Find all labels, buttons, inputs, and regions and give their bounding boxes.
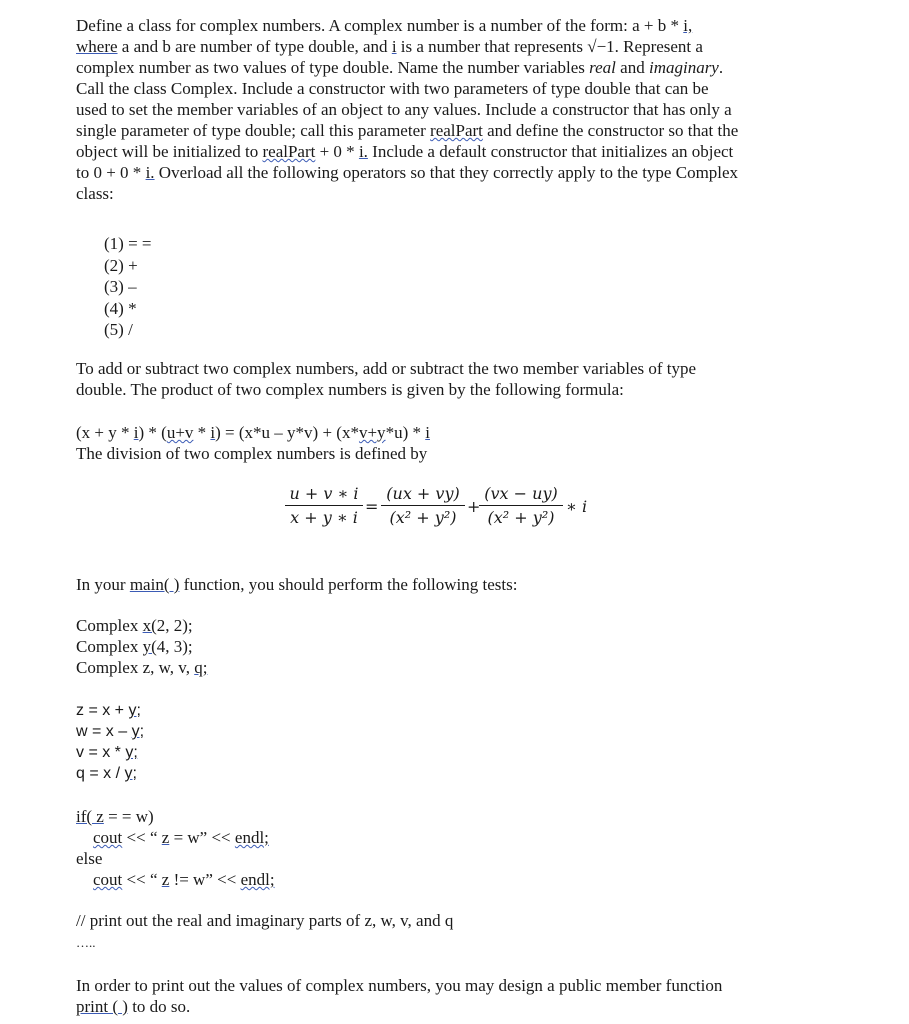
- i-symbol: i,: [683, 16, 693, 35]
- main-instructions: In your main( ) function, you should perform the following tests:: [76, 575, 518, 594]
- if-line: if( z = = w): [76, 807, 154, 826]
- operator-item: (1) = =: [104, 234, 152, 253]
- times-i: ∗ i: [566, 497, 588, 516]
- operator-item: (5) /: [104, 320, 133, 339]
- intro-line-5: used to set the member variables of an object to any values. Include a constructor that has only a: [76, 100, 732, 119]
- code-sub: w = x – y;: [76, 723, 145, 740]
- code-div: q = x / y;: [76, 765, 137, 782]
- intro-paragraph: [76, 15, 806, 204]
- intro-line-1: Define a class for complex numbers. A complex number is a number of the form: a + b * i,: [76, 16, 693, 35]
- intro-line-4: Call the class Complex. Include a constructor with two parameters of type double that can be: [76, 79, 709, 98]
- second-fraction: (vx − uy) (x² + y²): [479, 484, 563, 527]
- operation-code: [76, 700, 144, 784]
- intro-line-9: class:: [76, 184, 114, 203]
- intro-line-2: where a and b are number of type double, and i is a number that represents √−1. Represent a: [76, 37, 703, 56]
- decl-y: Complex y(4, 3);: [76, 637, 193, 656]
- operator-list: [104, 233, 152, 341]
- ellipsis: …..: [76, 935, 96, 950]
- operator-item: (3) –: [104, 277, 137, 296]
- intro-line-8: to 0 + 0 * i. Overload all the following operators so that they correctly apply to the type Complex: [76, 163, 739, 182]
- plus-sign: +: [467, 497, 481, 516]
- product-formula: (x + y * i) * (u+v * i) = (x*u – y*v) + (x*v+y*u) * i: [76, 423, 430, 442]
- declarations: [76, 615, 207, 678]
- arith-paragraph: To add or subtract two complex numbers, add or subtract the two member variables of type double. The product of two complex numbers is given by the following formula:: [76, 359, 697, 399]
- equals-sign: =: [365, 497, 379, 516]
- division-text: The division of two complex numbers is defined by: [76, 444, 428, 463]
- operator-item: (2) +: [104, 255, 138, 275]
- decl-x: Complex x(2, 2);: [76, 616, 193, 635]
- final-paragraph: In order to print out the values of complex numbers, you may design a public member function print ( ) to do so.: [76, 976, 723, 1016]
- decl-zwvq: Complex z, w, v, q;: [76, 658, 208, 677]
- print-comment: // print out the real and imaginary parts of z, w, v, and q: [76, 911, 454, 930]
- intro-line-7: object will be initialized to realPart + 0 * i. Include a default constructor that initializes an object: [76, 142, 734, 161]
- cout-notequal-line: cout << “ z != w” << endl;: [93, 870, 275, 889]
- if-block: [76, 806, 275, 890]
- code-mul: v = x * y;: [76, 744, 138, 761]
- intro-line-6: single parameter of type double; call this parameter realPart and define the constructor so that the: [76, 121, 739, 140]
- intro-line-3: complex number as two values of type double. Name the number variables real and imaginary.: [76, 58, 724, 77]
- operator-item: (4) *: [104, 298, 137, 318]
- cout-equal-line: cout << “ z = w” << endl;: [93, 828, 269, 847]
- division-formula: [285, 484, 615, 534]
- lhs-fraction: u + v ∗ i x + y ∗ i: [285, 484, 363, 527]
- code-add: z = x + y;: [76, 702, 141, 719]
- else-line: else: [76, 849, 103, 868]
- first-fraction: (ux + vy) (x² + y²): [381, 484, 465, 527]
